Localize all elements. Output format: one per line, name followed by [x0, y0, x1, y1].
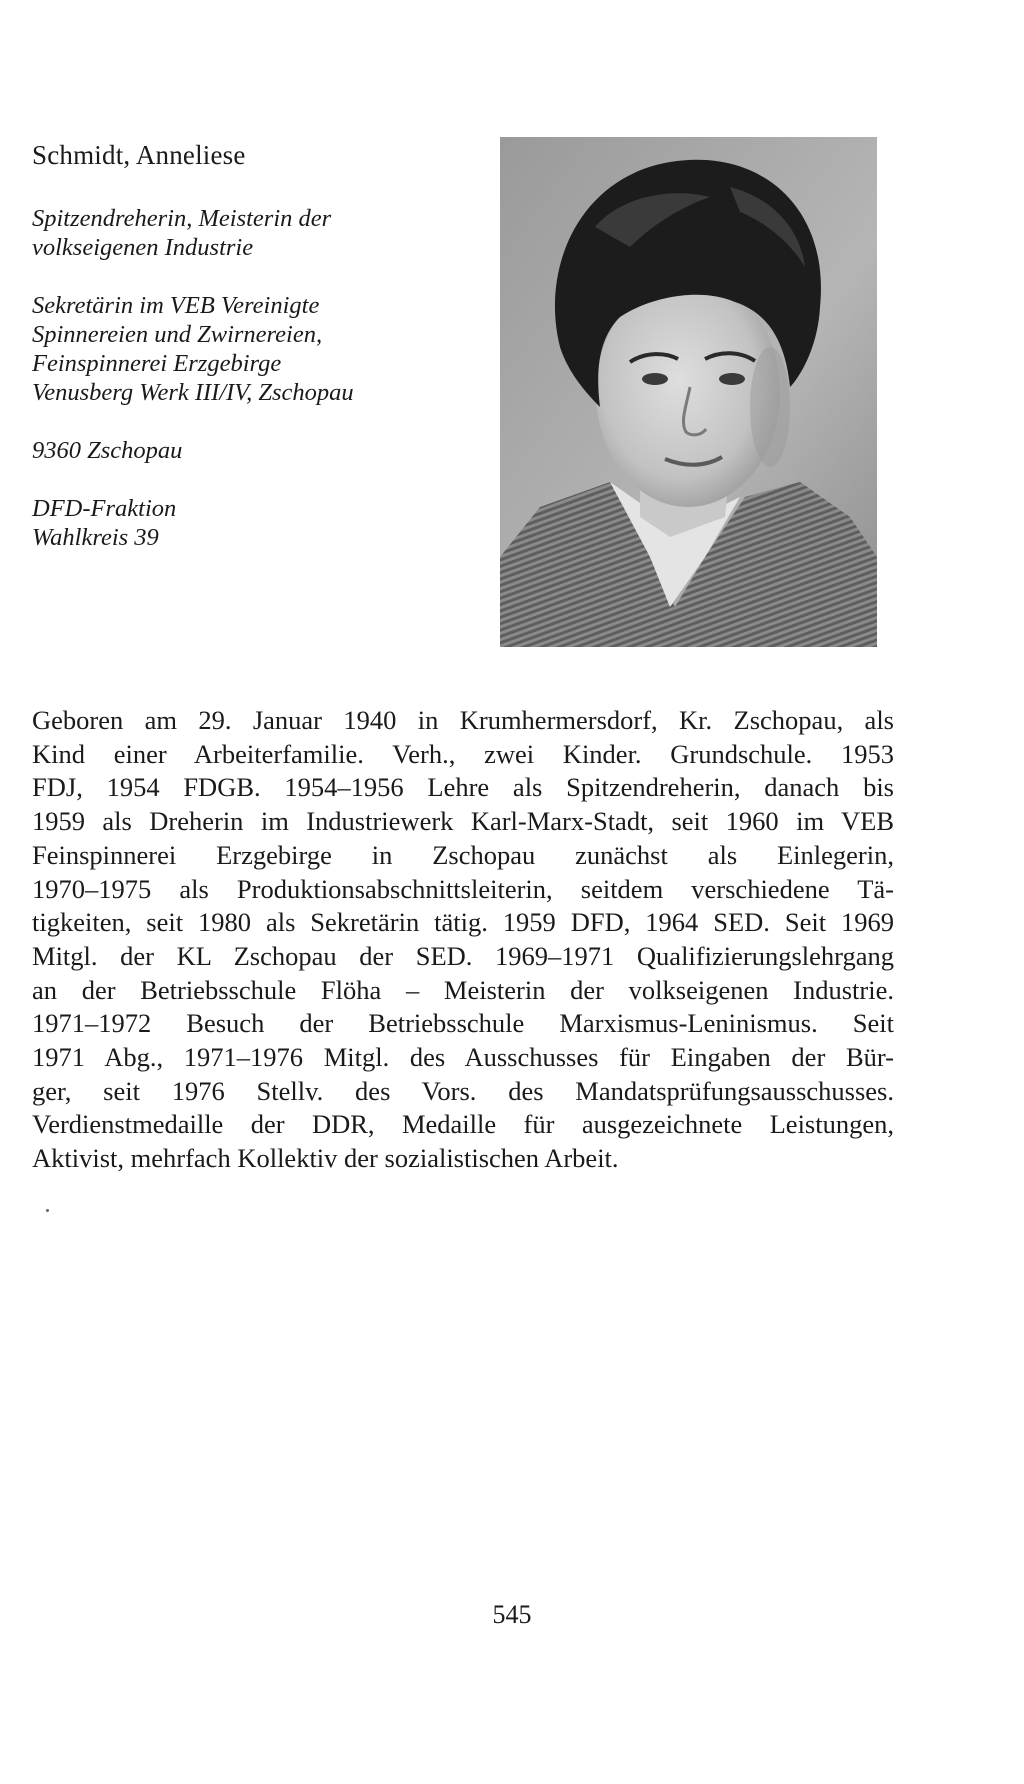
position-line: Venusberg Werk III/IV, Zschopau: [32, 379, 354, 406]
person-info: [32, 204, 482, 581]
address-block: [32, 436, 482, 465]
profession-line: Spitzendreherin, Meisterin der: [32, 205, 332, 232]
biography-line: an der Betriebsschule Flöha – Meisterin der volkseigenen Industrie.: [32, 974, 894, 1005]
biography-text: [32, 704, 894, 1176]
biography-line: Geboren am 29. Januar 1940 in Krumhermersdorf, Kr. Zschopau, als: [32, 705, 894, 735]
scan-speck: [46, 1209, 49, 1212]
position-line: Spinnereien und Zwirnereien,: [32, 321, 323, 348]
position-line: Feinspinnerei Erzgebirge: [32, 350, 282, 377]
address-line: 9360 Zschopau: [32, 437, 183, 464]
biography-line: Kind einer Arbeiterfamilie. Verh., zwei Kinder. Grundschule. 1953: [32, 738, 894, 769]
person-name: Schmidt, Anneliese: [32, 140, 246, 170]
constituency-line: Wahlkreis 39: [32, 524, 159, 551]
biography-line: 1971 Abg., 1971–1976 Mitgl. des Ausschusses für Eingaben der Bür-: [32, 1042, 894, 1073]
profession-block: [32, 204, 482, 262]
biography-line: Mitgl. der KL Zschopau der SED. 1969–1971 Qualifizierungslehrgang: [32, 940, 894, 971]
faction-block: [32, 494, 482, 552]
biography-line: ger, seit 1976 Stellv. des Vors. des Mandatsprüfungsausschusses.: [32, 1075, 894, 1106]
position-line: Sekretärin im VEB Vereinigte: [32, 292, 320, 319]
biography-line: 1970–1975 als Produktionsabschnittsleiterin, seitdem verschiedene Tä-: [32, 873, 894, 904]
biography-line: Aktivist, mehrfach Kollektiv der sozialistischen Arbeit.: [32, 1143, 619, 1174]
biography-line: tigkeiten, seit 1980 als Sekretärin tätig. 1959 DFD, 1964 SED. Seit 1969: [32, 907, 894, 938]
page-number: 545: [492, 1600, 532, 1629]
profession-line: volkseigenen Industrie: [32, 234, 254, 261]
biography-line: Verdienstmedaille der DDR, Medaille für ausgezeichnete Leistungen,: [32, 1109, 894, 1140]
biography-line: FDJ, 1954 FDGB. 1954–1956 Lehre als Spitzendreherin, danach bis: [32, 772, 894, 803]
portrait-photo: [500, 137, 877, 647]
position-block: [32, 291, 482, 407]
faction-line: DFD-Fraktion: [32, 495, 177, 522]
biography-line: 1971–1972 Besuch der Betriebsschule Marxismus-Leninismus. Seit: [32, 1008, 894, 1039]
portrait-image: [500, 137, 877, 647]
biography-line: 1959 als Dreherin im Industriewerk Karl-Marx-Stadt, seit 1960 im VEB: [32, 806, 894, 837]
biography-line: Feinspinnerei Erzgebirge in Zschopau zunächst als Einlegerin,: [32, 839, 894, 870]
